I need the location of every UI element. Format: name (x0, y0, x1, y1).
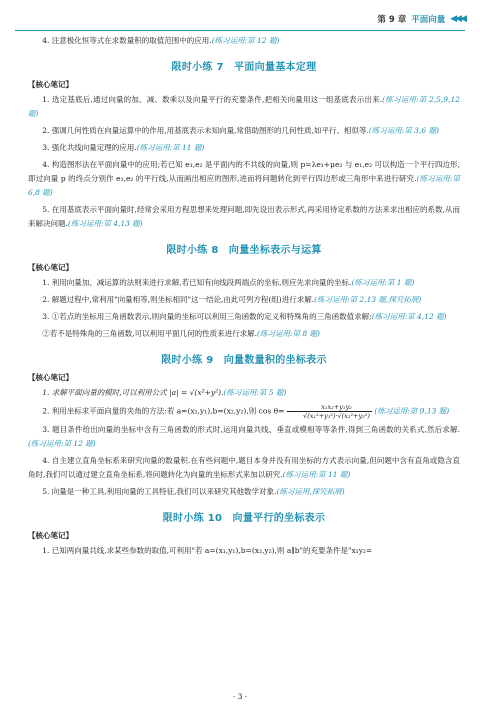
core-notes-label: 【核心笔记】 (28, 263, 73, 272)
topic-label: 平面向量 (411, 14, 446, 25)
s9-paragraph-4: 4. 自主建立直角坐标系来研究向量的数量积.在有些问题中,题目本身并没有用坐标的方式表示向量,但问题中含有直角或隐含直角时,我们可以通过建立直角坐标系,将问题转化为向量的坐标形式来加以研究.(练习运用:第 11 题) (28, 456, 460, 479)
fraction-denominator: √(x₁²+y₁²)·√(x₂²+y₂²) (303, 412, 370, 420)
page-number: · 3 · (232, 692, 248, 701)
exercise-ref: (练习运用:第 1 题) (351, 278, 415, 287)
page-content (28, 34, 460, 561)
s8-paragraph-1: 1. 利用向量加、减运算的法则来进行求解,若已知有向线段两端点的坐标,则应先求向量的坐标.(练习运用:第 1 题) (42, 278, 415, 287)
core-notes-label: 【核心笔记】 (28, 531, 73, 540)
intro-paragraph-4: 4. 注意极化恒等式在求数量积的取值范围中的应用.(练习运用:第 12 题) (42, 36, 280, 45)
exercise-ref: (练习运用,探究拓展) (276, 487, 345, 496)
s7-paragraph-2: 2. 强调几何性质在向量运算中的作用,用基底表示未知向量,常借助图形的几何性质,如平行、相似等.(练习运用:第 3,6 题) (42, 126, 439, 135)
s7-paragraph-1: 1. 选定基底后,通过向量的加、减、数乘以及向量平行的充要条件,把相关向量用这一组基底表示出来.(练习运用:第 2,5,9,12 题) (28, 95, 460, 118)
page-header (300, 10, 465, 27)
s9-paragraph-1: 1. 求解平面向量的模时,可以利用公式 |a| = √(x²+y²).(练习运用:第 5 题) (42, 388, 287, 397)
s7-paragraph-5: 5. 在用基底表示平面向量时,经常会采用方程思想来处理问题,即先设出表示形式,再采用待定系数的方法来求出相应的系数,从而来解决问题.(练习运用:第 4,13 题) (28, 205, 460, 228)
section-title-8: 限时小练 8 向量坐标表示与运算 (166, 245, 322, 256)
s7-paragraph-4: 4. 构造图形法在平面向量中的应用;若已知 e₁,e₂ 是平面内的不共线的向量,则 p=λe₁+μe₂ 与 e₁,e₂ 可以构造一个平行四边形,即过向量 p 的终点分别作 e₁,e₂ 的平行线,从而画出相应的图形,进而将问题转化到平行四边形或三角形中来进行研究.(练习运用:第 6,8 题) (28, 160, 460, 197)
s7-paragraph-3: 3. 强化共线向量定理的应用.(练习运用:第 11 题) (42, 143, 205, 152)
s10-paragraph-1: 1. 已知两向量共线,求某些参数的取值,可利用"若 a=(x₁,y₁),b=(x₂,y₂),则 a∥b"的充要条件是"x₁y₂= (42, 546, 373, 555)
header-divider (15, 30, 465, 31)
exercise-ref: (练习运用:第 5 题) (223, 388, 287, 397)
fraction-numerator: x₁x₂+y₁y₂ (287, 403, 372, 412)
s9-paragraph-5: 5. 向量是一种工具,利用向量的工具特征,我们可以来研究其他数学对象.(练习运用,探究拓展) (42, 487, 345, 496)
s8-paragraph-3b: ②若不是特殊角的三角函数,可以利用平面几何的性质来进行求解.(练习运用:第 8 题) (42, 329, 320, 338)
cosine-fraction (287, 403, 372, 420)
exercise-ref: (练习运用:第 3,6 题) (368, 126, 439, 135)
exercise-ref: (练习运用:第 9,13 题) (374, 406, 450, 416)
core-notes-label: 【核心笔记】 (28, 373, 73, 382)
arrow-icon: ◀◀◀ (450, 13, 465, 24)
section-title-7: 限时小练 7 平面向量基本定理 (171, 62, 317, 73)
exercise-ref: (练习运用:第 2,13 题,探究拓展) (314, 295, 422, 304)
section-title-9: 限时小练 9 向量数量积的坐标表示 (161, 355, 327, 366)
section-title-10: 限时小练 10 向量平行的坐标表示 (162, 513, 326, 524)
exercise-ref: (练习运用:第 11 题) (282, 470, 351, 479)
exercise-ref: (练习运用:第 11 题) (136, 143, 205, 152)
s8-paragraph-2: 2. 解题过程中,常利用"向量相等,则坐标相同"这一结论,由此可列方程(组)进行求解.(练习运用:第 2,13 题,探究拓展) (42, 295, 422, 304)
exercise-ref: (练习运用:第 4,12 题) (371, 312, 447, 321)
exercise-ref: (练习运用:第 6,8 题) (28, 174, 460, 197)
exercise-ref: (练习运用:第 12 题) (211, 36, 280, 45)
s8-paragraph-3: 3. ①若点的坐标用三角函数表示,则向量的坐标可以利用三角函数的定义和特殊角的三角函数值求解;(练习运用:第 4,12 题) (42, 312, 447, 321)
exercise-ref: (练习运用:第 12 题) (28, 439, 96, 448)
exercise-ref: (练习运用:第 8 题) (257, 329, 320, 338)
chapter-label: 第 9 章 (377, 14, 407, 25)
exercise-ref: (练习运用:第 4,13 题) (67, 219, 143, 228)
exercise-ref: (练习运用:第 2,5,9,12 题) (28, 95, 460, 118)
s9-paragraph-3: 3. 题目条件给出向量的坐标中含有三角函数的形式时,运用向量共线、垂直或模相等等条件,得到三角函数的关系式,然后求解.(练习运用:第 12 题) (28, 425, 460, 448)
s9-paragraph-2: 2. 利用坐标求平面向量的夹角的方法:若 a=(x₁,y₁),b=(x₂,y₂),则 cos θ= $\frac{\text{x₁x₂+y₁y₂}}{\text{√(x₁²+y₁²)·√(x₂²+y₂²)}}$ (练习运用:第 9,13 题) (42, 403, 450, 420)
core-notes-label: 【核心笔记】 (28, 80, 73, 89)
